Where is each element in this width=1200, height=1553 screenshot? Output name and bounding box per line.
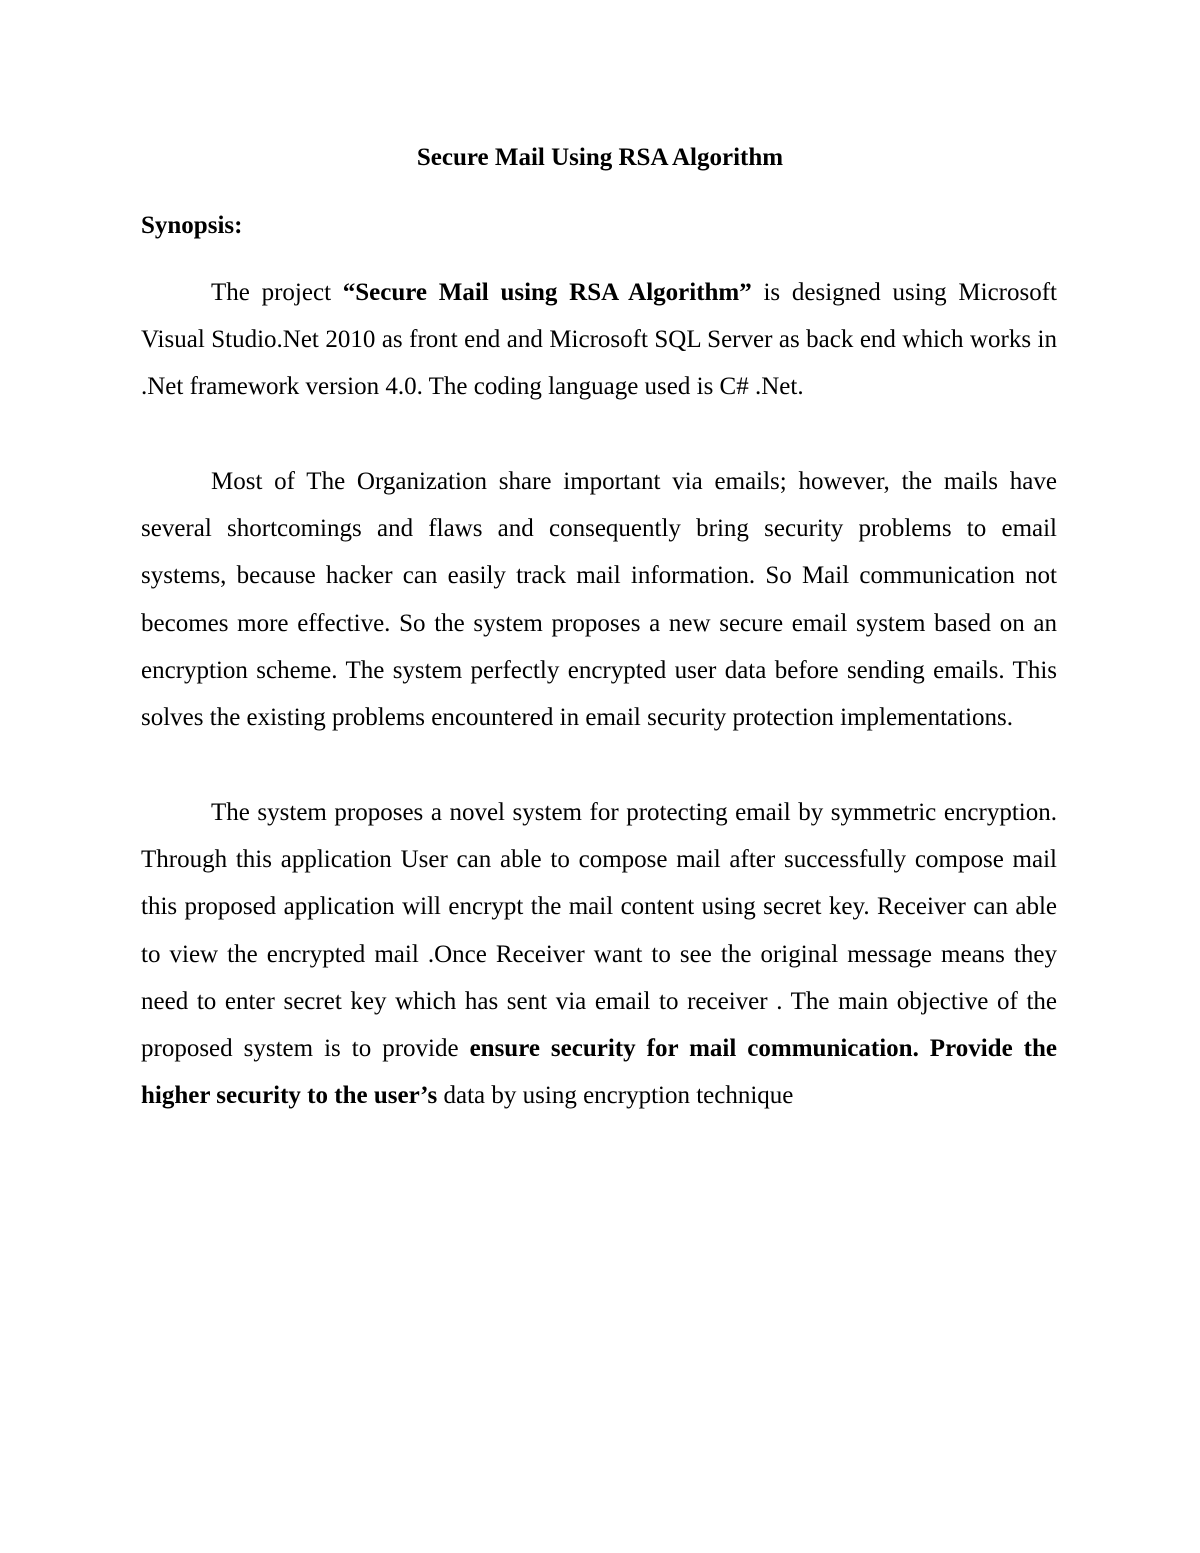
section-heading-synopsis: Synopsis:	[141, 212, 243, 239]
paragraph-proposed-system	[141, 789, 1057, 1119]
paragraph3-tail: data by using encryption technique	[437, 1082, 794, 1110]
document-title: Secure Mail Using RSA Algorithm	[416, 144, 784, 171]
paragraph-project-overview	[141, 269, 1057, 411]
paragraph1-prefix: The project	[211, 279, 343, 306]
project-name-emphasis: “Secure Mail using RSA Algorithm”	[342, 279, 752, 306]
paragraph3-text: The system proposes a novel system for protecting email by symmetric encryption. Through this application User can able to compose mail after successfully compose mail this proposed application will encrypt the mail content using secret key. Receiver can able to view the encrypted mail .Once Receiver want to see the original message means they need to enter secret key which has sent via email to receiver . The main objective of the proposed system is to provide	[141, 799, 1057, 1063]
objective-emphasis: ensure security for mail communication. Provide the higher security to the user’s	[141, 1035, 1057, 1110]
paragraph-problem-statement	[141, 458, 1057, 741]
paragraph1-rest: is designed using Microsoft Visual Studio.Net 2010 as front end and Microsoft SQL Server as back end which works in .Net framework version 4.0. The coding language used is C# .Net.	[141, 279, 1057, 401]
paragraph2-text: Most of The Organization share important via emails; however, the mails have several shortcomings and flaws and consequently bring security problems to email systems, because hacker can easily track mail information. So Mail communication not becomes more effective. So the system proposes a new secure email system based on an encryption scheme. The system perfectly encrypted user data before sending emails. This solves the existing problems encountered in email security protection implementations.	[141, 468, 1057, 732]
